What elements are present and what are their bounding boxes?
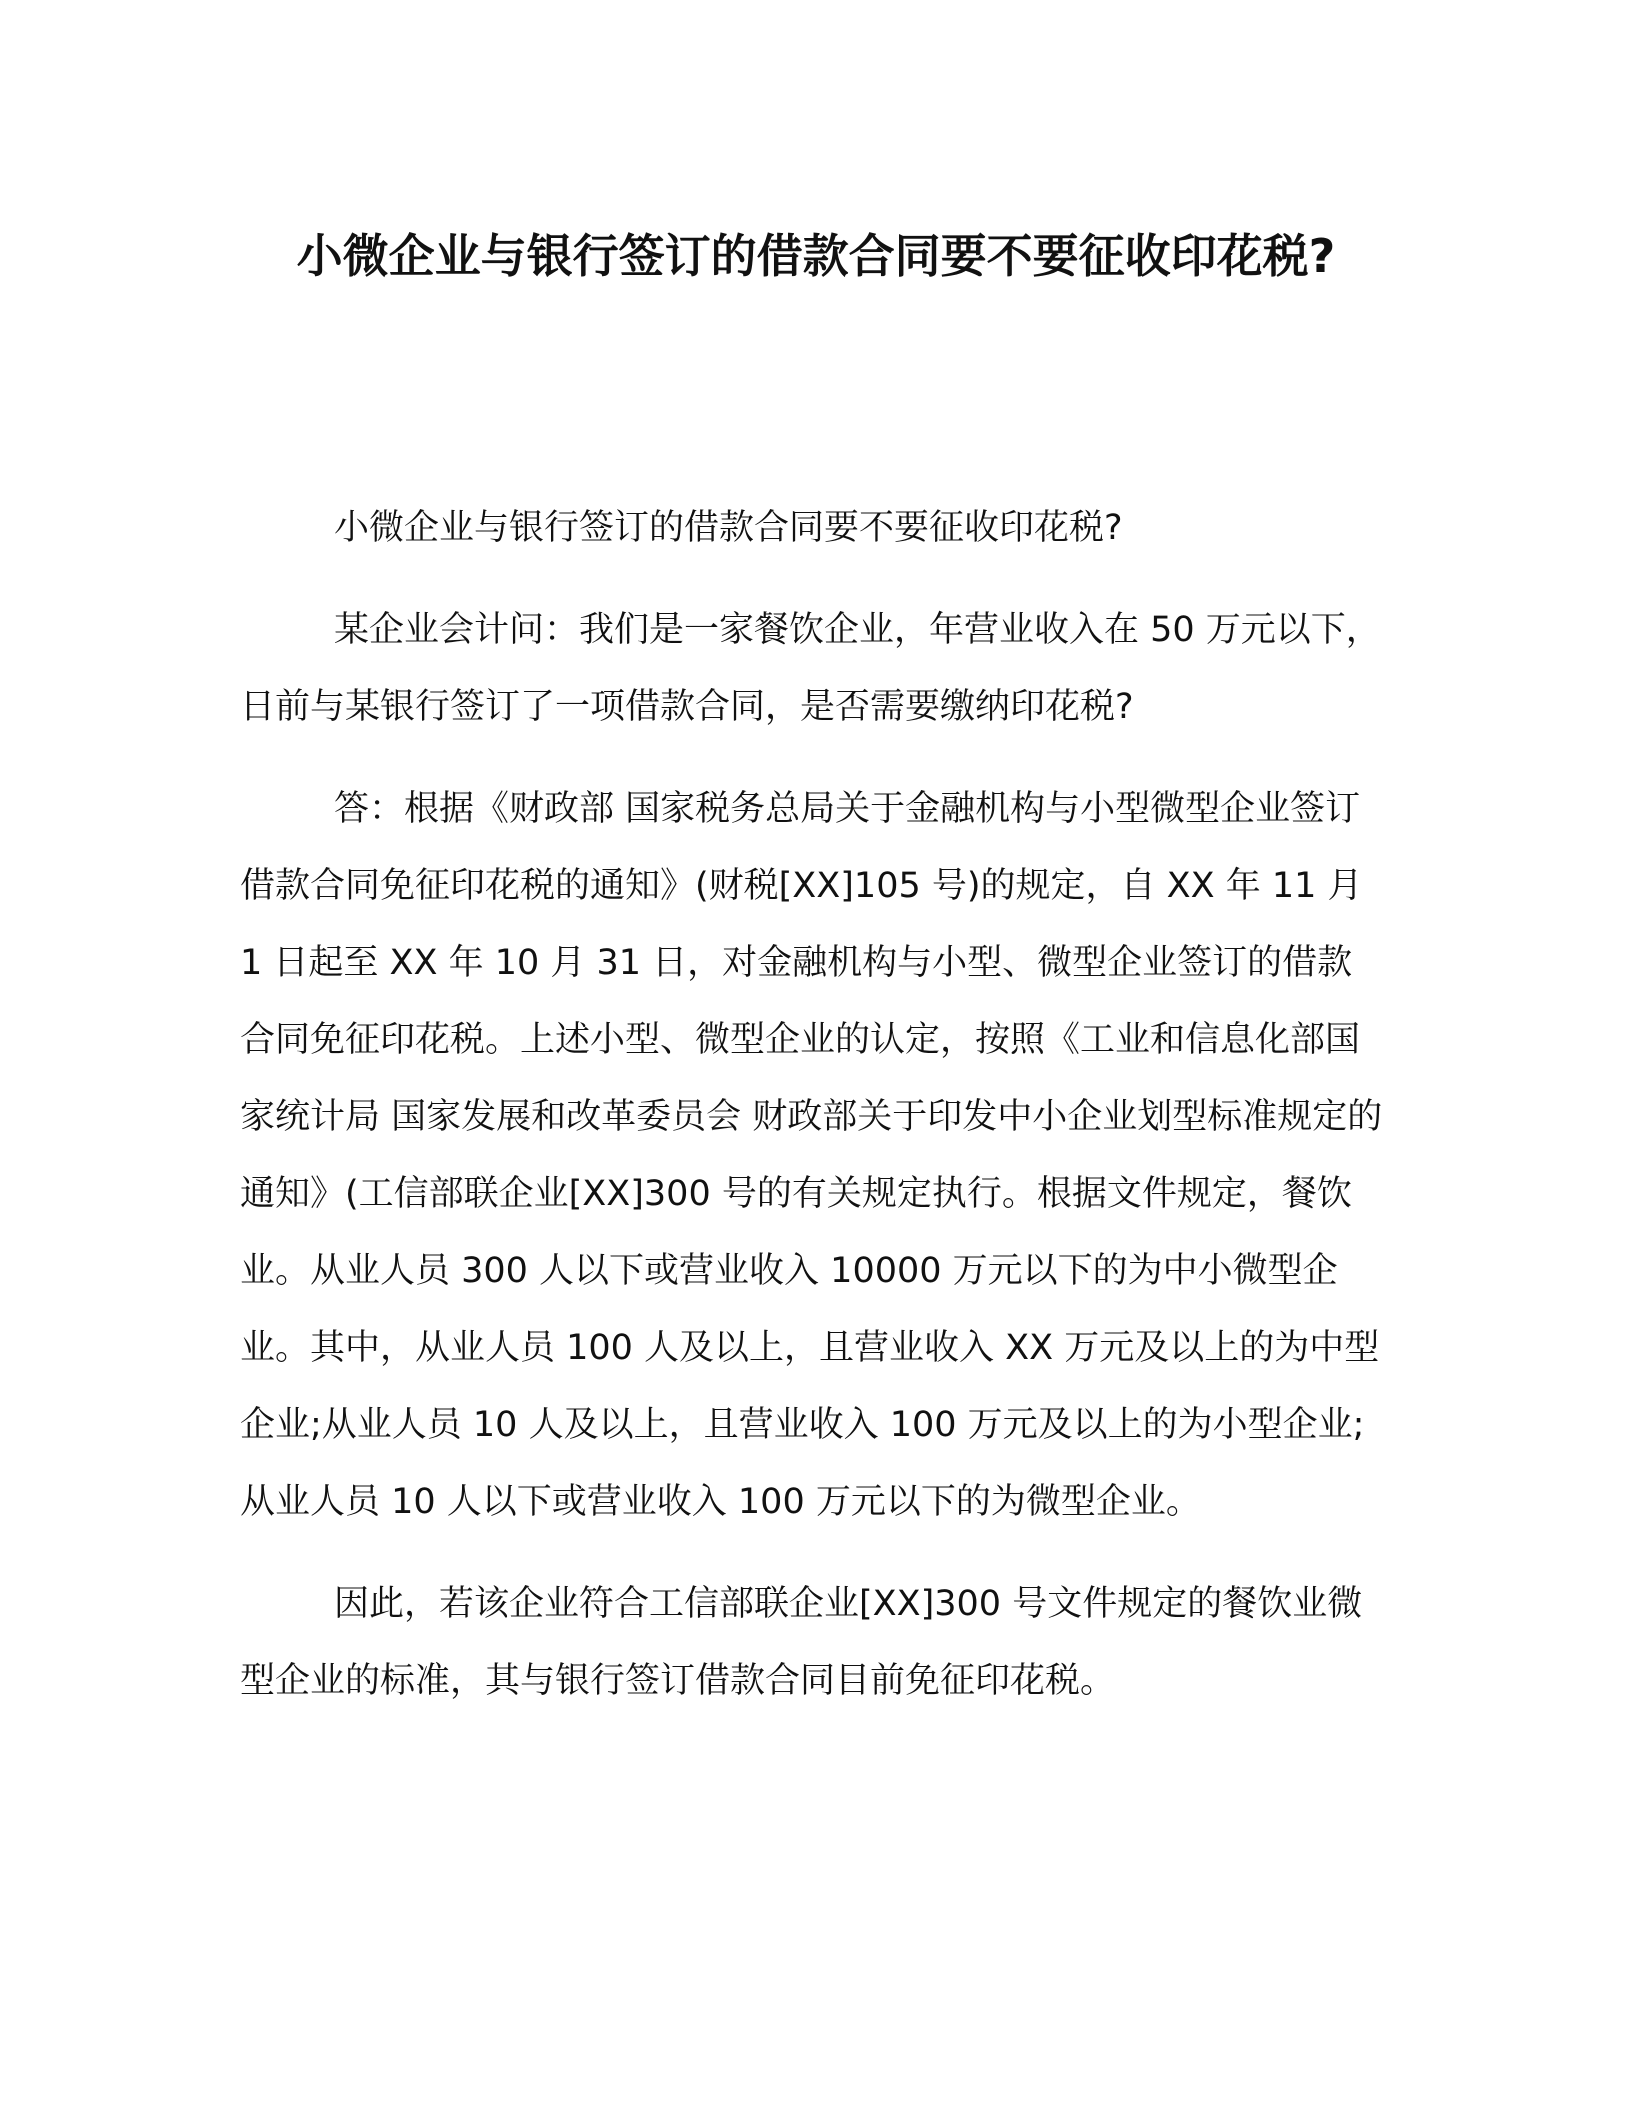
document-title: 小微企业与银行签订的借款合同要不要征收印花税? [296, 229, 1336, 283]
paragraph-conclusion: 因此，若该企业符合工信部联企业[XX]300 号文件规定的餐饮业微型企业的标准，其与银行签订借款合同目前免征印花税。 [240, 1584, 1363, 1701]
paragraph-question-heading: 小微企业与银行签订的借款合同要不要征收印花税? [334, 508, 1123, 548]
paragraph-answer: 答：根据《财政部 国家税务总局关于金融机构与小型微型企业签订借款合同免征印花税的通知》(财税[XX]105 号)的规定，自 XX 年 11 月 1 日起至 XX 年 10 月 31 日，对金融机构与小型、微型企业签订的借款合同免征印花税。上述小型、微型企业的认定，按照《工业和信息化部国家统计局 国家发展和改革委员会 财政部关于印发中小企业划型标准规定的通知》(工信部联企业[XX]300 号的有关规定执行。根据文件规定，餐饮业。从业人员 300 人以下或营业收入 10000 万元以下的为中小微型企业。其中，从业人员 100 人及以上，且营业收入 XX 万元及以上的为中型企业;从业人员 10 人及以上，且营业收入 100 万元及以上的为小型企业;从业人员 10 人以下或营业收入 100 万元以下的为微型企业。 [240, 789, 1383, 1522]
document-body [240, 490, 1385, 1720]
paragraph-accountant-question: 某企业会计问：我们是一家餐饮企业，年营业收入在 50 万元以下，日前与某银行签订了一项借款合同，是否需要缴纳印花税? [240, 610, 1381, 727]
